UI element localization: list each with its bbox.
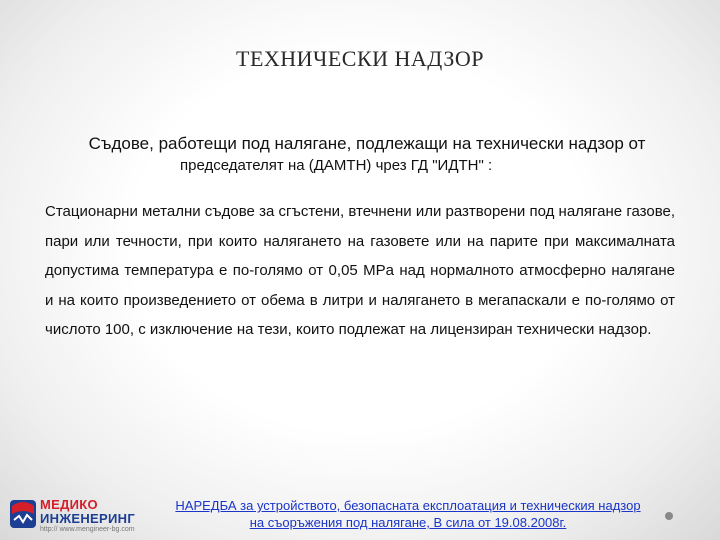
company-logo (8, 494, 148, 538)
subtitle-line-1: Съдове, работещи под налягане, подлежащи на технически надзор от (88, 134, 646, 153)
regulation-link-line-2[interactable]: на съоръжения под налягане, В сила от 19.08.2008г. (249, 515, 567, 530)
body-paragraph: Стационарни метални съдове за сгъстени, втечнени или разтворени под налягане газове, пари или течности, при които налягането на газовете или на парите при максималната допустима температура е по-голямо от 0,05 MPa над нормалното атмосферно налягане и на които произведението от обема в литри и налягането в мегапаскали е по-голямо от числото 100, с изключение на тези, които подлежат на лицензиран технически надзор. (45, 203, 675, 338)
slide-title: ТЕХНИЧЕСКИ НАДЗОР (236, 46, 484, 71)
logo-text-line-2: ИНЖЕНЕРИНГ (40, 511, 135, 526)
regulation-link-line-1[interactable]: НАРЕДБА за устройството, безопасната експлоатация и техническия надзор (175, 498, 641, 513)
bullet-dot-icon (665, 512, 673, 520)
logo-emblem-icon (8, 496, 38, 530)
logo-url: http:// www.mengineer-bg.com (40, 526, 135, 533)
regulation-link[interactable] (150, 497, 666, 531)
logo-text-line-1: МЕДИКО (40, 497, 98, 512)
subtitle-line-2: председателят на (ДАМТН) чрез ГД "ИДТН" : (180, 157, 493, 174)
